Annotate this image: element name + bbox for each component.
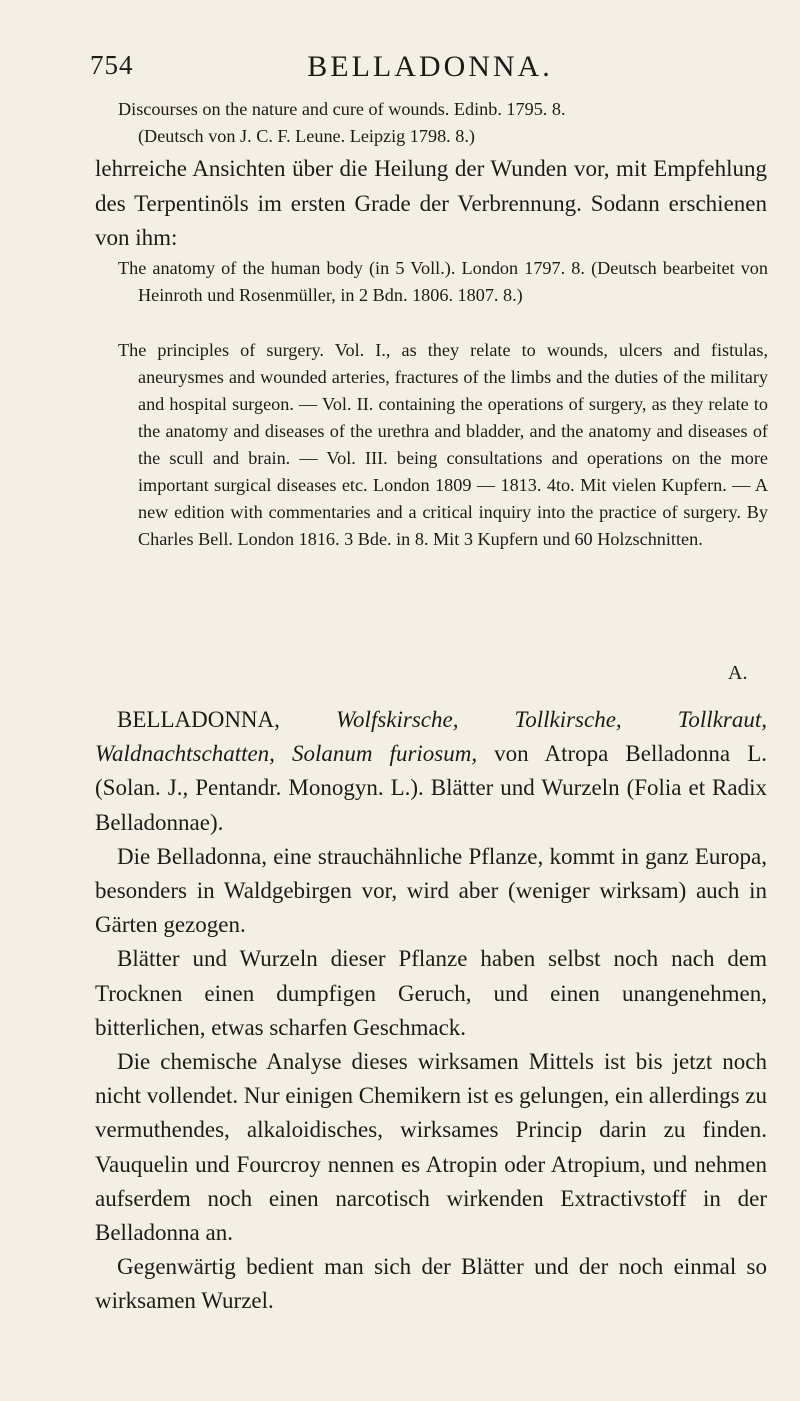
entry-paragraph: Gegenwärtig bedient man sich der Blätter und der noch einmal so wirksamen Wurzel. (95, 1254, 767, 1314)
reference-entry: The anatomy of the human body (in 5 Voll.). London 1797. 8. (Deutsch bearbeitet von Heinroth und Rosenmüller, in 2 Bdn. 1806. 1807. 8.) (118, 258, 768, 305)
reference-block-3 (118, 337, 768, 553)
entry-paragraph: Die chemische Analyse dieses wirksamen Mittels ist bis jetzt noch nicht vollendet. Nur einigen Chemikern ist es gelungen, ein allerdings zu vermuthendes, alkaloidisches, wirksames Princip darin zu finden. Vauquelin und Fourcroy nennen es Atropin oder Atropium, und nehmen aufserdem noch einen narcotisch wirkenden Extractivstoff in der Belladonna an. (95, 1049, 767, 1246)
belladonna-entry (95, 703, 767, 1319)
reference-line: (Deutsch von J. C. F. Leune. Leipzig 1798. 8.) (138, 126, 475, 146)
page-header (0, 50, 800, 90)
author-signature: A. (728, 662, 748, 684)
entry-intro: von Atropa Belladonna L. (Solan. J., Pentandr. Monogyn. L.). Blätter und Wurzeln (Folia et Radix Belladonnae). (95, 741, 767, 835)
running-title: BELLADONNA. (307, 50, 553, 83)
lead-paragraph: lehrreiche Ansichten über die Heilung der Wunden vor, mit Empfehlung des Terpentinöls im ersten Grade der Verbrennung. Sodann erschienen von ihm: (95, 156, 767, 250)
entry-heading-paragraph: BELLADONNA, Wolfskirsche, Tollkirsche, Tollkraut, Waldnachtschatten, Solanum furiosum, von Atropa Belladonna L. (Solan. J., Pentandr. Monogyn. L.). Blätter und Wurzeln (Folia et Radix Belladonnae). (95, 707, 767, 835)
entry-paragraph: Blätter und Wurzeln dieser Pflanze haben selbst noch nach dem Trocknen einen dumpfigen Geruch, und einen unangenehmen, bitterlichen, etwas scharfen Geschmack. (95, 946, 767, 1040)
reference-entry: The principles of surgery. Vol. I., as they relate to wounds, ulcers and fistulas, aneurysmes and wounded arteries, fractures of the limbs and the duties of the military and hospital surgeon. — Vol. II. containing the operations of surgery, as they relate to the anatomy and diseases of the urethra and bladder, and the anatomy and diseases of the scull and brain. — Vol. III. being consultations and operations on the more important surgical diseases etc. London 1809 — 1813. 4to. Mit vielen Kupfern. — A new edition with commentaries and a critical inquiry into the practice of surgery. By Charles Bell. London 1816. 3 Bde. in 8. Mit 3 Kupfern und 60 Holzschnitten. (118, 340, 768, 549)
page-number: 754 (90, 50, 134, 80)
reference-line: Discourses on the nature and cure of wounds. Edinb. 1795. 8. (118, 99, 566, 119)
entry-synonyms: Wolfskirsche, Tollkirsche, Tollkraut, Waldnachtschatten, Solanum furiosum, (95, 707, 767, 767)
reference-block-1 (118, 96, 768, 150)
entry-paragraph: Die Belladonna, eine strauchähnliche Pflanze, kommt in ganz Europa, besonders in Waldgebirgen vor, wird aber (weniger wirksam) auch in Gärten gezogen. (95, 843, 767, 938)
reference-block-2 (118, 255, 768, 309)
lead-paragraph-block (95, 152, 767, 256)
entry-headword: BELLADONNA (117, 707, 275, 732)
